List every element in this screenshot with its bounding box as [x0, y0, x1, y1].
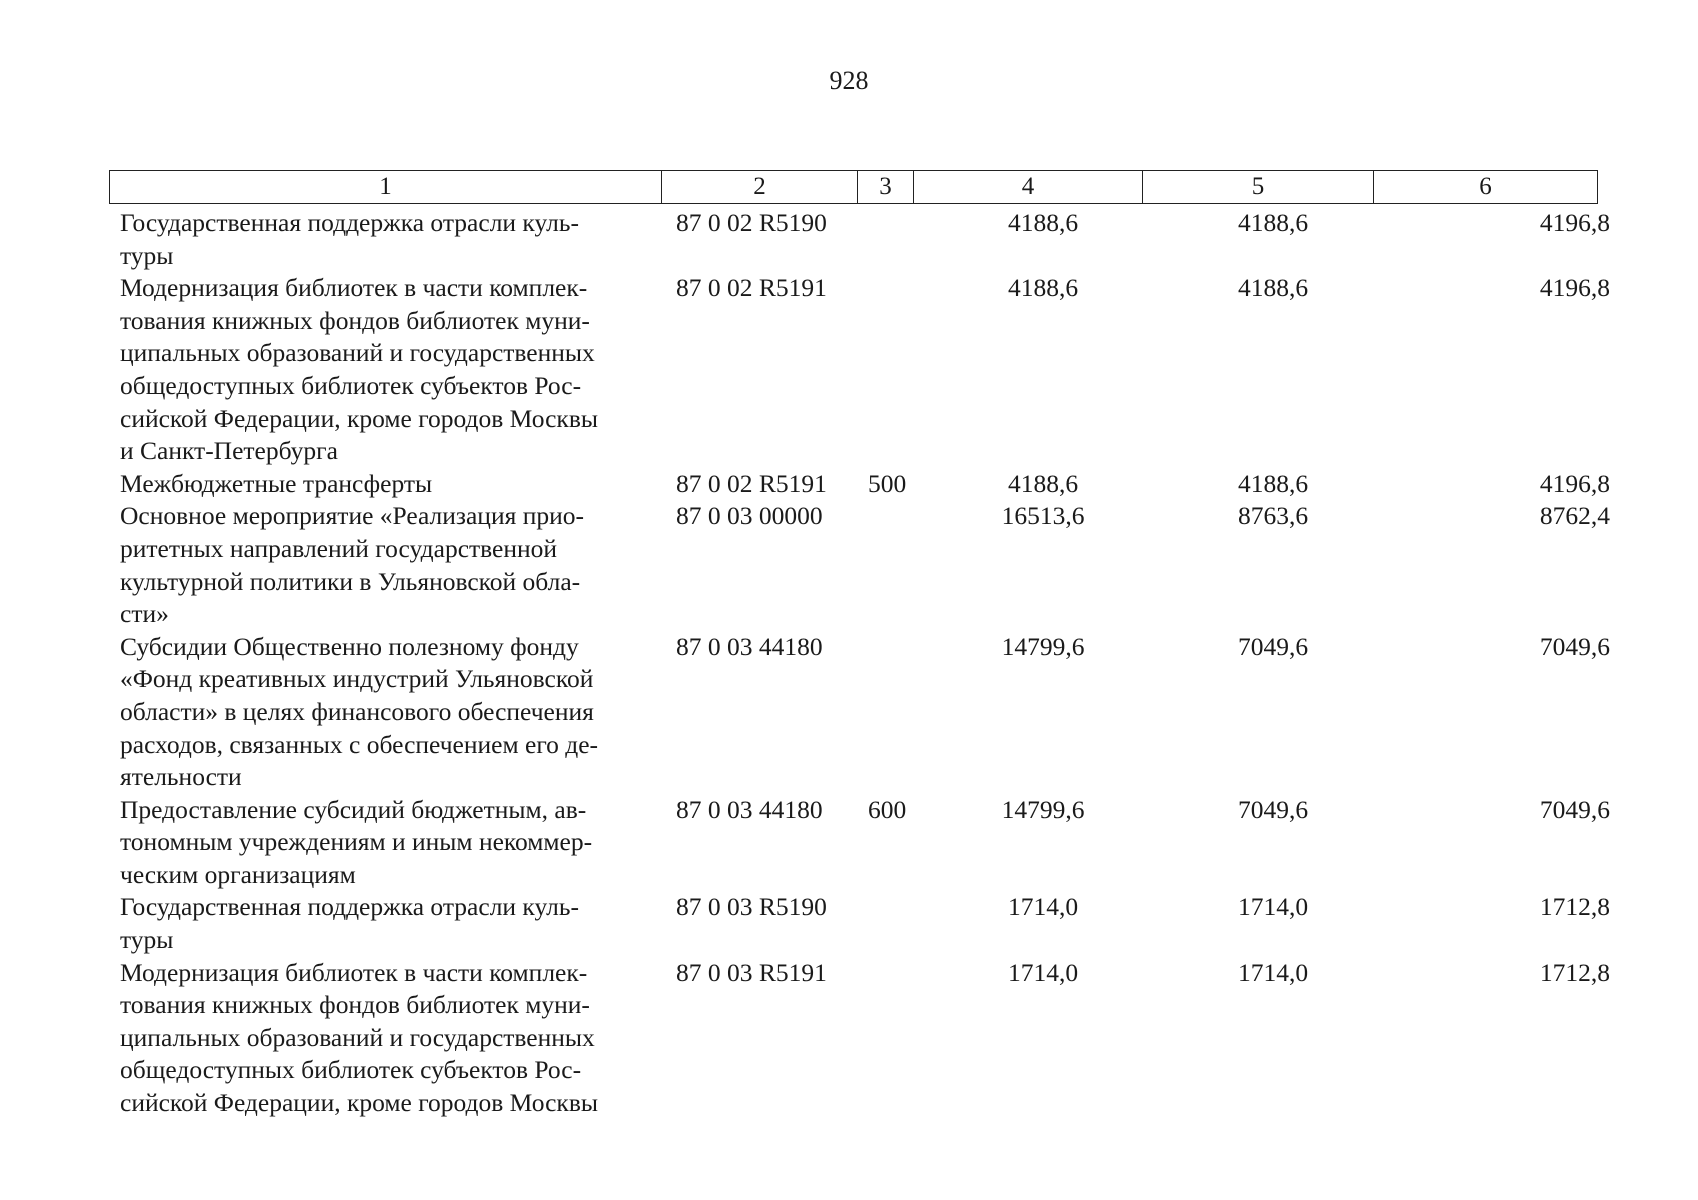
description-line: ципальных образований и государственных: [120, 1022, 595, 1052]
row-value-5: 1714,0: [1237, 957, 1309, 987]
row-value-4: 1714,0: [1007, 957, 1079, 987]
row-description: [120, 272, 655, 468]
description-line: и Санкт-Петербурга: [120, 436, 338, 466]
row-code: 87 0 03 00000: [676, 501, 823, 531]
description-line: ципальных образований и государственных: [120, 338, 595, 368]
description-line: туры: [120, 240, 174, 270]
description-line: сийской Федерации, кроме городов Москвы: [120, 403, 598, 433]
row-code: 87 0 03 R5190: [676, 892, 827, 922]
description-line: Субсидии Общественно полезному фонду: [120, 631, 579, 661]
row-code: 87 0 02 R5191: [676, 468, 827, 498]
row-value-5: 8763,6: [1237, 501, 1309, 531]
column-header-6: 6: [1374, 171, 1598, 204]
description-line: «Фонд креативных индустрий Ульяновской: [120, 664, 594, 694]
column-header-1: 1: [110, 171, 662, 204]
row-value-5: 4188,6: [1237, 208, 1309, 237]
description-line: сти»: [120, 599, 169, 629]
table-row: [120, 272, 1610, 468]
row-value-6: 4196,8: [1539, 273, 1610, 303]
description-line: ческим организациям: [120, 859, 356, 889]
column-header-2: 2: [662, 171, 858, 204]
description-line: общедоступных библиотек субъектов Рос-: [120, 370, 582, 400]
row-value-4: 4188,6: [1007, 273, 1079, 303]
row-value-6: 4196,8: [1539, 208, 1610, 237]
description-line: Модернизация библиотек в части комплек-: [120, 273, 588, 303]
description-line: общедоступных библиотек субъектов Рос-: [120, 1055, 582, 1085]
row-description: [120, 207, 655, 272]
description-line: расходов, связанных с обеспечением его де-: [120, 729, 599, 759]
description-line: тования книжных фондов библиотек муни-: [120, 990, 590, 1020]
row-type: 600: [868, 794, 907, 824]
table-row: [120, 500, 1610, 630]
column-header-5: 5: [1143, 171, 1374, 204]
table-row: [120, 794, 1610, 892]
row-code: 87 0 02 R5190: [676, 208, 827, 237]
table-row: [120, 468, 1610, 501]
row-type: 500: [868, 468, 907, 498]
row-value-4: 1714,0: [1007, 892, 1079, 922]
description-line: культурной политики в Ульяновской обла-: [120, 566, 581, 596]
row-value-4: 14799,6: [1001, 631, 1085, 661]
row-value-6: 1712,8: [1539, 892, 1610, 922]
row-description: [120, 891, 655, 956]
row-code: 87 0 03 44180: [676, 631, 823, 661]
row-value-4: 4188,6: [1007, 208, 1079, 237]
row-value-5: 1714,0: [1237, 892, 1309, 922]
description-line: Предоставление субсидий бюджетным, ав-: [120, 794, 587, 824]
row-description: [120, 957, 655, 1120]
row-value-6: 7049,6: [1539, 794, 1610, 824]
row-value-6: 7049,6: [1539, 631, 1610, 661]
row-value-5: 7049,6: [1237, 631, 1309, 661]
row-description: [120, 468, 655, 501]
description-line: ритетных направлений государственной: [120, 533, 558, 563]
table-row: [120, 631, 1610, 794]
description-line: Государственная поддержка отрасли куль-: [120, 892, 579, 922]
column-header-4: 4: [914, 171, 1143, 204]
row-description: [120, 500, 655, 630]
row-value-4: 4188,6: [1007, 468, 1079, 498]
row-value-6: 4196,8: [1539, 468, 1610, 498]
table-row: [120, 207, 1610, 272]
row-description: [120, 631, 655, 794]
row-code: 87 0 03 R5191: [676, 957, 827, 987]
description-line: Государственная поддержка отрасли куль-: [120, 208, 579, 237]
row-value-4: 16513,6: [1001, 501, 1085, 531]
column-header-row: [110, 171, 1598, 204]
table-row: [120, 957, 1610, 1120]
row-value-6: 1712,8: [1539, 957, 1610, 987]
description-line: Модернизация библиотек в части комплек-: [120, 957, 588, 987]
row-value-5: 4188,6: [1237, 273, 1309, 303]
description-line: туры: [120, 925, 174, 955]
description-line: области» в целях финансового обеспечения: [120, 696, 594, 726]
column-header-3: 3: [858, 171, 914, 204]
row-value-5: 7049,6: [1237, 794, 1309, 824]
description-line: Межбюджетные трансферты: [120, 468, 433, 498]
page-number: 928: [829, 66, 869, 95]
description-line: тономным учреждениям и иным некоммер-: [120, 827, 593, 857]
description-line: ятельности: [120, 762, 242, 792]
description-line: сийской Федерации, кроме городов Москвы: [120, 1088, 598, 1118]
description-line: тования книжных фондов библиотек муни-: [120, 305, 590, 335]
row-value-5: 4188,6: [1237, 468, 1309, 498]
column-header-table: [109, 170, 1598, 204]
table-row: [120, 891, 1610, 956]
description-line: Основное мероприятие «Реализация прио-: [120, 501, 584, 531]
row-value-4: 14799,6: [1001, 794, 1085, 824]
row-code: 87 0 02 R5191: [676, 273, 827, 303]
row-description: [120, 794, 655, 892]
table-body: [120, 207, 1610, 1120]
row-value-6: 8762,4: [1539, 501, 1610, 531]
row-code: 87 0 03 44180: [676, 794, 823, 824]
